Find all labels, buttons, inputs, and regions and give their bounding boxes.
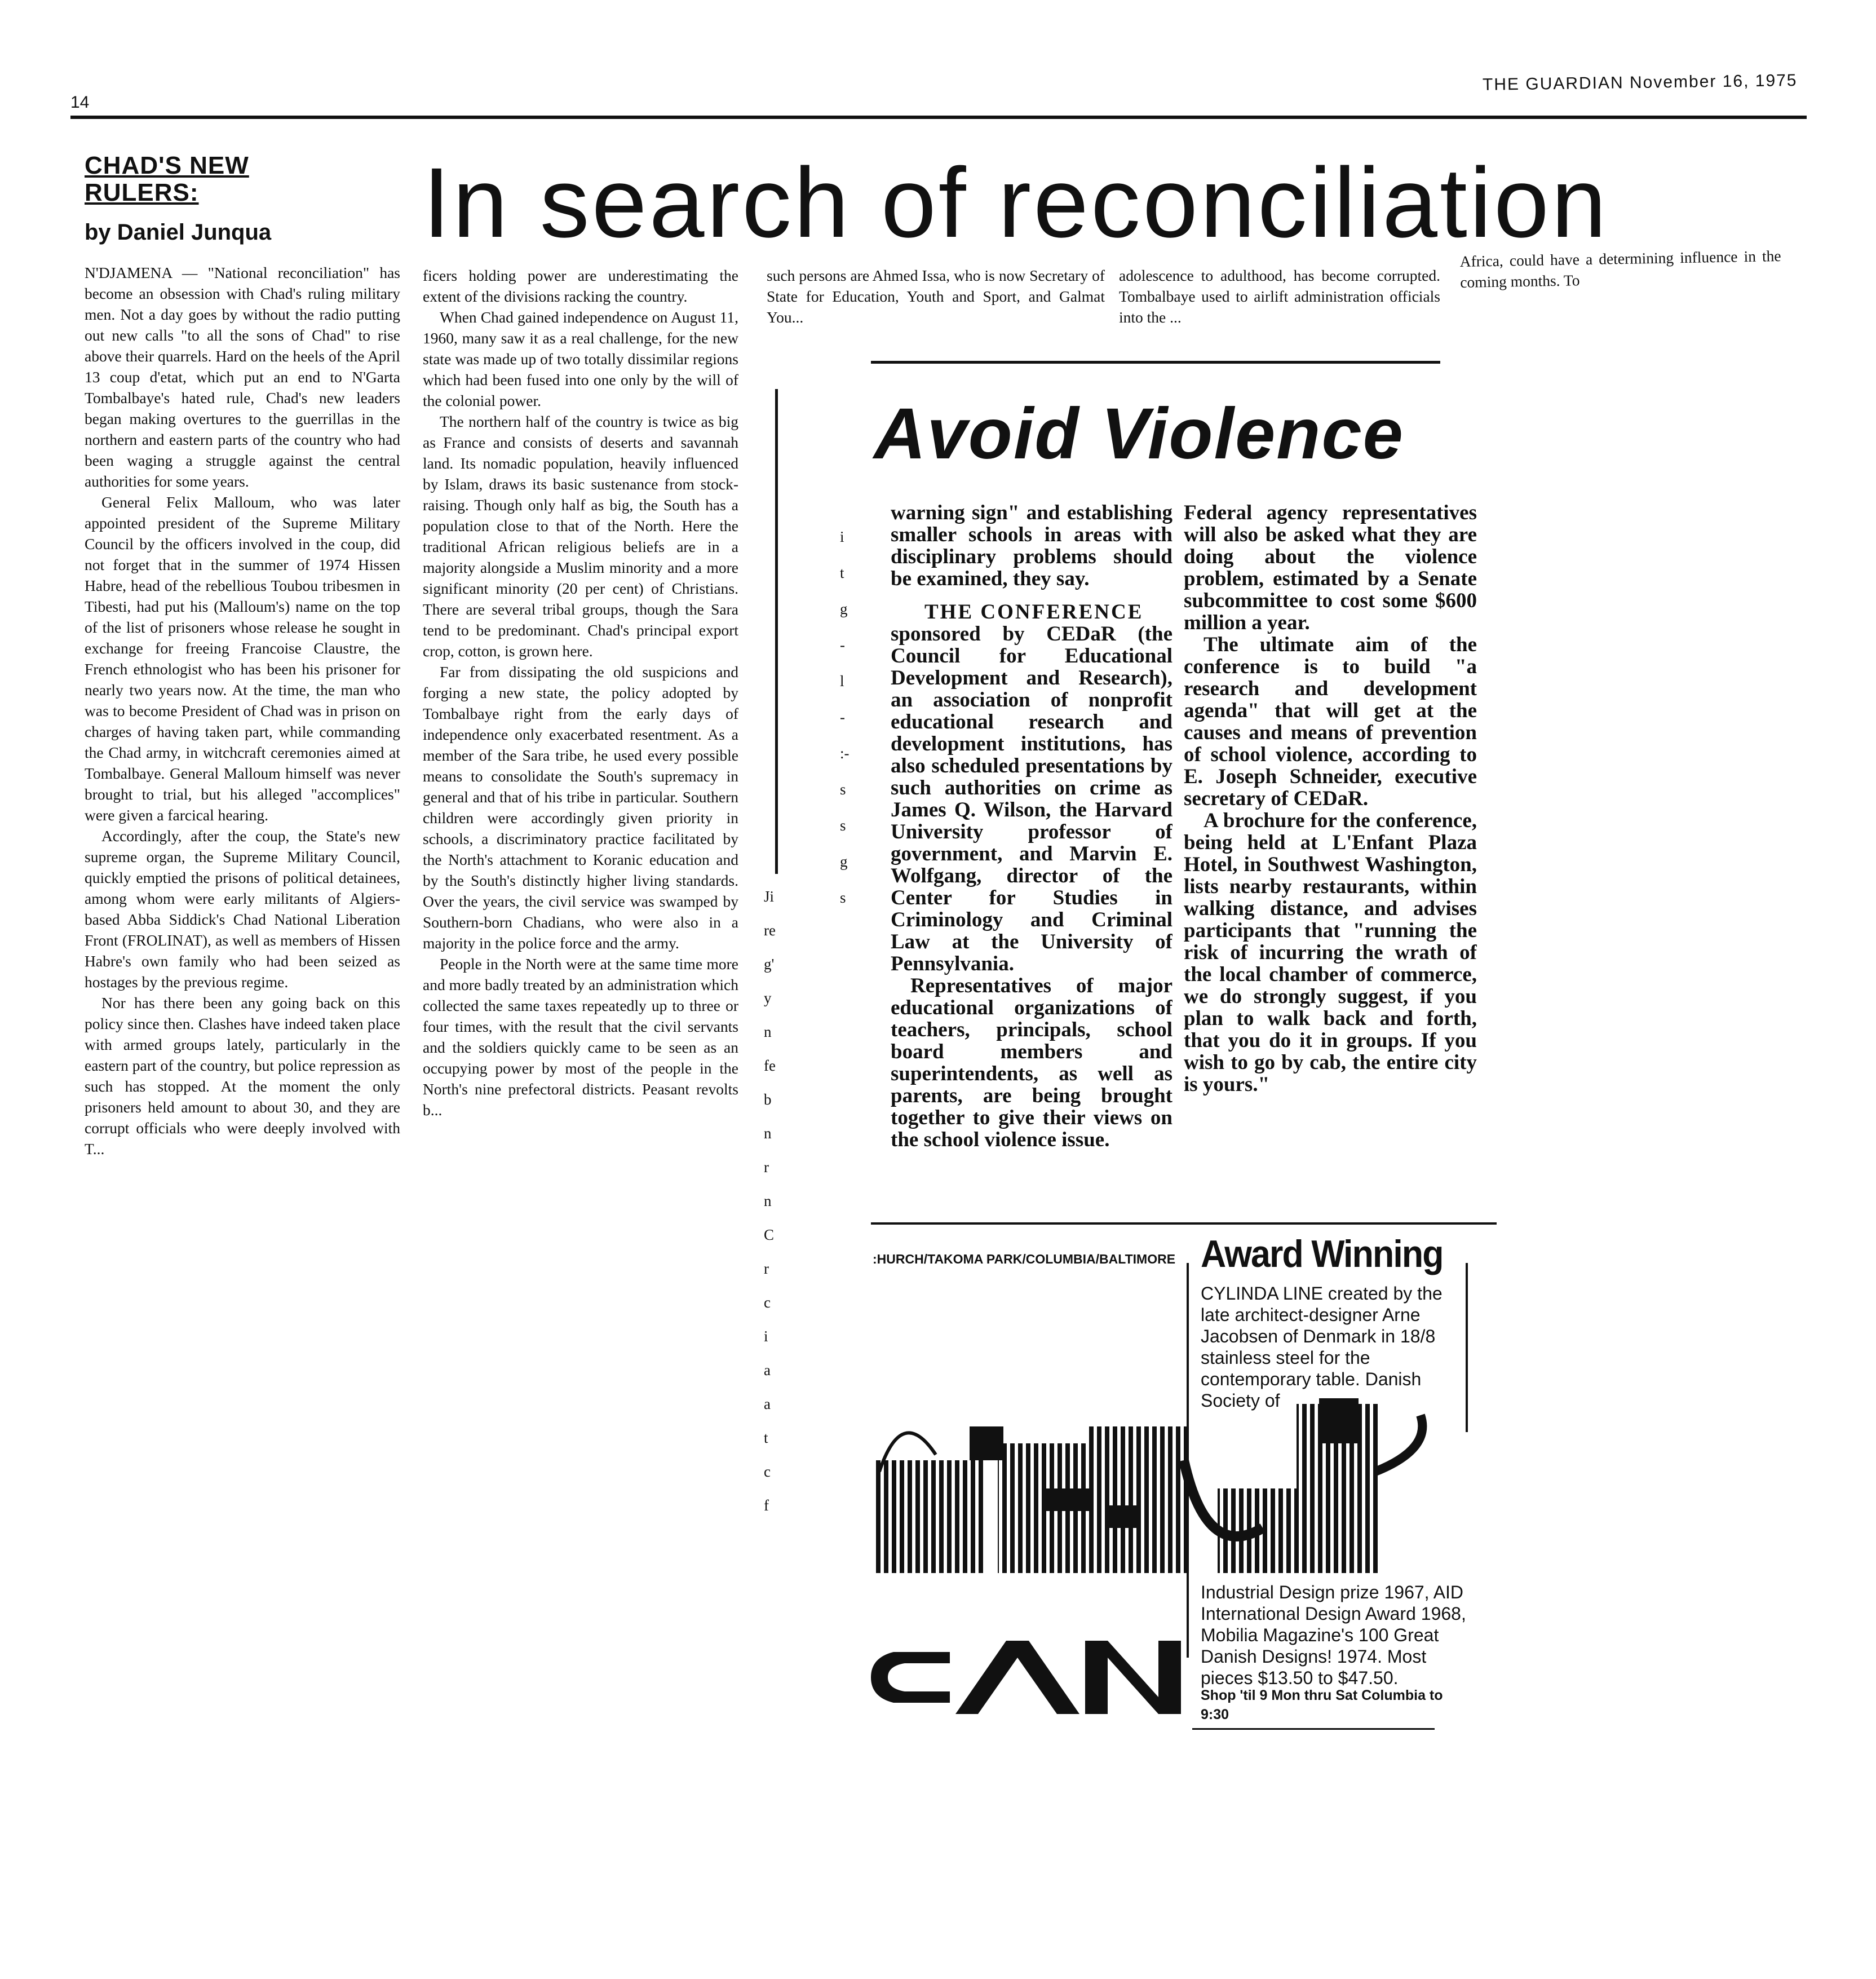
clipped-fragment: n xyxy=(764,1023,772,1040)
paragraph: The ultimate aim of the conference is to build "a research and development agenda" that will get at the causes and means of prevention of school violence, according to E. Joseph Schneider, executive secretary of CEDaR. xyxy=(1184,633,1477,810)
clipped-fragment: g' xyxy=(764,956,775,973)
paragraph: N'DJAMENA — "National reconciliation" has become an obsession with Chad's ruling military men. Not a day goes by without the radio putting out new calls "to all the sons of Chad" to rise above their quarrels. Hard on the heels of the April 13 coup d'etat, which put an end to N'Garta Tombalbaye's hated rule, Chad's new leaders began making overtures to the guerrillas in the northern and eastern parts of the country who had been waging a struggle against the central authorities for some years. xyxy=(85,264,400,490)
clipped-fragment: i xyxy=(840,528,844,545)
clipped-fragment: re xyxy=(764,922,776,939)
paragraph: Far from dissipating the old suspicions and forging a new state, the policy adopted by Tombalbaye right from the early days of independence only exacerbated resentment. As a member of the Sara tribe, he used every possible means to consolidate the South's supremacy in general and that of his tribe in particular. Southern children were accordingly given priority in schools, a discriminatory practice facilitated by the North's attachment to Koranic education and by the South's distinctly higher living standards. Over the years, the civil service was swamped by Southern-born Chadians, who were also in a majority in the police force and the army. xyxy=(423,663,738,952)
clipped-fragment: y xyxy=(764,990,772,1006)
ad-locations: :HURCH/TAKOMA PARK/COLUMBIA/BALTIMORE xyxy=(873,1252,1176,1266)
violence-column-2 xyxy=(1184,502,1477,1212)
ad-description: CYLINDA LINE created by the late architect-designer Arne Jacobsen of Denmark in 18/8 stainless steel for the contemporary table. Danish Society of xyxy=(1201,1283,1443,1411)
clipped-fragment: g xyxy=(840,600,848,617)
paragraph: such persons are Ahmed Issa, who is now Secretary of State for Education, Youth and Sport, and Galmat You... xyxy=(767,267,1105,326)
clipped-fragment: t xyxy=(840,564,844,581)
paragraph: sponsored by CEDaR (the Council for Educational Development and Research), an association of nonprofit educational research and development institutions, has also scheduled presentations by such authorities on crime as James Q. Wilson, the Harvard University professor of government, and Marvin E. Wolfgang, director of the Center for Studies in Criminology and Criminal Law at the University of Pennsylvania. xyxy=(891,622,1172,975)
clipped-fragment: fe xyxy=(764,1057,776,1074)
clipped-fragment: c xyxy=(764,1294,771,1311)
paragraph: Nor has there been any going back on this policy since then. Clashes have indeed taken place with armed groups lately, particularly in the eastern part of the country, but police repression as such has stopped. At the moment the only prisoners held amount to about 30, and they are corrupt officials who were deeply involved with T... xyxy=(85,994,400,1158)
clipped-fragment: l xyxy=(840,673,844,690)
clipped-fragment: g xyxy=(840,853,848,870)
cylinda-line-tableware-illustration xyxy=(868,1393,1432,1579)
paragraph: Accordingly, after the coup, the State's new supreme organ, the Supreme Military Council, quickly emptied the prisons of political detainees, among whom were early militants of Algiers-based Abba Siddick's Chad National Liberation Front (FROLINAT), as well as members of Hissen Habre's own family who had been seized as hostages by the previous regime. xyxy=(85,827,400,991)
ad-bottom-rule xyxy=(1192,1728,1435,1730)
paragraph: ficers holding power are underestimating the extent of the divisions racking the country. xyxy=(423,267,738,305)
clipped-fragment: n xyxy=(764,1192,772,1209)
paragraph: Representatives of major educational organizations of teachers, principals, school board members and superintendents, as well as parents, are being brought together to give their views on the school violence issue. xyxy=(891,974,1172,1151)
paragraph: warning sign" and establishing smaller schools in areas with disciplinary problems should be examined, they say. xyxy=(891,502,1172,590)
article-headline: In search of reconciliation xyxy=(423,148,1609,258)
top-rule xyxy=(70,116,1807,119)
clipped-fragment: c xyxy=(764,1463,771,1480)
article-column-1 xyxy=(85,262,400,1384)
clipped-fragment: C xyxy=(764,1226,775,1243)
paragraph: When Chad gained independence on August 11, 1960, many saw it as a real challenge, for the new state was made up of two totally dissimilar regions which had been fused into one only by the will of the colonial power. xyxy=(423,308,738,409)
subhead: THE CONFERENCE xyxy=(924,600,1144,624)
clipped-fragment: i xyxy=(764,1328,768,1345)
article-column-2 xyxy=(423,265,738,1384)
article-column-4 xyxy=(1119,265,1440,330)
column-rule xyxy=(775,389,778,874)
paragraph: The northern half of the country is twice as big as France and consists of deserts and savannah land. Its nomadic population, heavily influenced by Islam, draws its basic sustenance from stock-raising. Though only half as big, the South has a population close to that of the North. Here the traditional African religious beliefs are in a majority alongside a Muslim minority and a more significant minority (20 per cent) of Christians. There are several tribal groups, though the Sara tend to be predominant. Chad's principal export crop, cotton, is grown here. xyxy=(423,413,738,660)
violence-headline: Avoid Violence xyxy=(874,394,1404,474)
paragraph: A brochure for the conference, being held at L'Enfant Plaza Hotel, in Southwest Washington, lists nearby restaurants, within walking distance, and advises participants that "running the risk of incurring the wrath of the local chamber of commerce, we do strongly suggest, if you plan to walk back and forth, that you do it in groups. If you wish to go by cab, the entire city is yours." xyxy=(1184,809,1477,1096)
section-rule xyxy=(871,361,1440,364)
ad-headline: Award Winning xyxy=(1201,1233,1443,1275)
clipped-fragment: f xyxy=(764,1497,769,1514)
clipped-fragment: - xyxy=(840,637,845,653)
clipped-fragment: r xyxy=(764,1260,769,1277)
article-column-3 xyxy=(767,265,1105,330)
paragraph: General Felix Malloum, who was later appointed president of the Supreme Military Council by the officers involved in the coup, did not forget that in the summer of 1974 Hissen Habre, head of the rebellious Toubou tribesmen in Tibesti, had put his (Malloum's) name on the top of the list of prisoners whose release he sought in exchange for freeing Francoise Claustre, the French ethnologist who has been his prisoner for nearly two years now. At the time, the man who was to become President of Chad was in prison on charges of having taken part, while commanding the Chad army, in witchcraft ceremonies aimed at Tombalbaye. General Malloum himself was never brought to trial, but his alleged "accomplices" were given a farcical hearing. xyxy=(85,493,400,824)
clipped-fragment: n xyxy=(764,1125,772,1142)
clipped-fragment: a xyxy=(764,1362,771,1379)
clipped-fragment: - xyxy=(840,709,845,726)
clipped-fragment: :- xyxy=(840,745,849,762)
clipped-fragment: r xyxy=(764,1159,769,1176)
ad-store-hours: Shop 'til 9 Mon thru Sat Columbia to 9:30 xyxy=(1201,1688,1443,1722)
violence-column-1 xyxy=(891,502,1172,1212)
paragraph: Africa, could have a determining influence in the coming months. To xyxy=(1459,247,1781,291)
article-kicker: CHAD'S NEW RULERS: xyxy=(85,152,249,206)
paragraph: adolescence to adulthood, has become corrupted. Tombalbaye used to airlift administration officials into the ... xyxy=(1119,267,1440,326)
clipped-fragment-column xyxy=(840,519,862,916)
page-number: 14 xyxy=(70,93,90,112)
clipped-fragment: s xyxy=(840,889,846,906)
paragraph: Federal agency representatives will also be asked what they are doing about the violence problem, estimated by a Senate subcommittee to cost some $600 million a year. xyxy=(1184,502,1477,634)
paragraph: People in the North were at the same time more and more badly treated by an administration which collected the same taxes repeatedly up to three or four times, with the result that the civil servants and the soldiers quickly came to be seen as an occupying power by most of the people in the North's nine prefectoral districts. Peasant revolts b... xyxy=(423,955,738,1119)
store-logo xyxy=(871,1635,1187,1720)
clipped-fragment: s xyxy=(840,781,846,798)
article-byline: by Daniel Junqua xyxy=(85,220,272,245)
clipped-fragment: t xyxy=(764,1429,768,1446)
clipped-fragment: a xyxy=(764,1395,771,1412)
clipped-fragment: Ji xyxy=(764,888,775,905)
ad-top-rule xyxy=(871,1222,1497,1225)
clipped-fragment: b xyxy=(764,1091,772,1108)
clipped-fragment-column xyxy=(764,880,786,1522)
article-column-5 xyxy=(1459,245,1781,296)
clipped-fragment: s xyxy=(840,817,846,834)
masthead: THE GUARDIAN November 16, 1975 xyxy=(1482,71,1798,94)
ad-prizes: Industrial Design prize 1967, AID International Design Award 1968, Mobilia Magazine's 100 Great Danish Designs! 1974. Most pieces $13.50 to $47.50. xyxy=(1201,1582,1466,1688)
